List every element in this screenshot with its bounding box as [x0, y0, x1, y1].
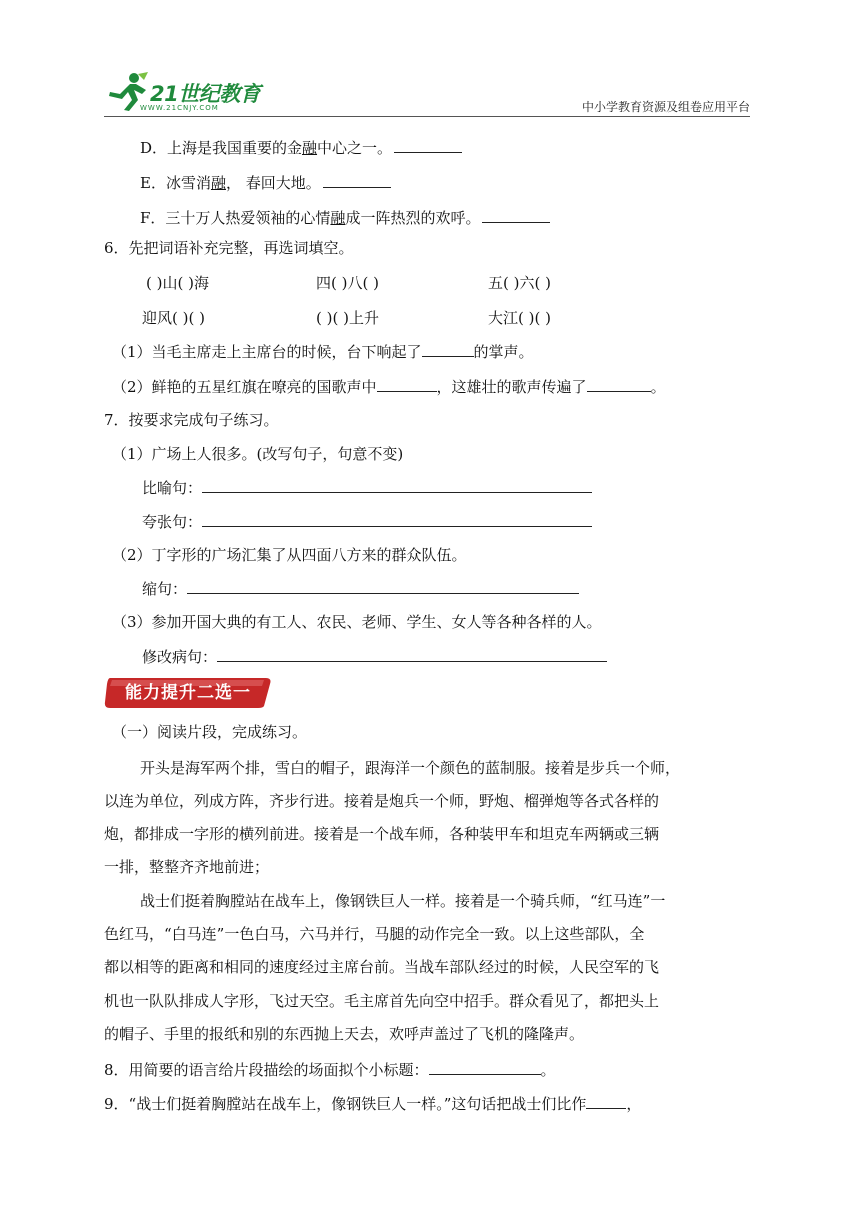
- option-e: E．冰雪消融， 春回大地。: [140, 173, 391, 193]
- header-divider: [104, 116, 750, 117]
- answer-blank[interactable]: [587, 377, 651, 392]
- q7-sentence-2: （2）丁字形的广场汇集了从四面八方来的群众队伍。: [112, 546, 467, 564]
- q6-word-1: ( )山( )海: [146, 274, 209, 292]
- q6-sentence-1: （1）当毛主席走上主席台的时候，台下响起了 的掌声。: [112, 343, 534, 361]
- q6-title: 6．先把词语补充完整，再选词填空。: [104, 239, 354, 257]
- q6-word-3: 五( )六( ): [488, 274, 551, 292]
- q7-sentence-3: （3）参加开国大典的有工人、农民、老师、学生、女人等各种各样的人。: [112, 613, 602, 631]
- q8: 8．用简要的语言给片段描绘的场面拟个小标题： 。: [104, 1061, 556, 1079]
- site-logo: [104, 72, 274, 112]
- reading-subtitle: （一）阅读片段，完成练习。: [112, 723, 308, 741]
- banner-label: 能力提升二选一: [125, 683, 251, 703]
- answer-blank[interactable]: [323, 173, 391, 188]
- q6-word-4: 迎风( )( ): [142, 309, 205, 327]
- logo-text: 21世纪教育: [150, 82, 261, 106]
- option-f: F．三十万人热爱领袖的心情融成一阵热烈的欢呼。: [140, 208, 550, 228]
- q6-word-5: ( )( )上升: [316, 309, 379, 327]
- passage-line: 以连为单位，列成方阵，齐步行进。接着是炮兵一个师，野炮、榴弹炮等各式各样的: [104, 792, 660, 810]
- q7-shorten: 缩句：: [142, 579, 579, 599]
- option-d: D．上海是我国重要的金融中心之一。: [140, 138, 462, 158]
- q7-title: 7．按要求完成句子练习。: [104, 411, 279, 429]
- logo-subtext: WWW.21CNJY.COM: [140, 104, 219, 112]
- answer-blank[interactable]: [394, 138, 462, 153]
- q7-correct: 修改病句：: [142, 647, 607, 667]
- passage-line: 都以相等的距离和相同的速度经过主席台前。当战车部队经过的时候，人民空军的飞: [104, 958, 660, 976]
- passage-line: 色红马，“白马连”一色白马，六马并行，马腿的动作完全一致。以上这些部队，全: [104, 925, 645, 943]
- q7-metaphor: 比喻句：: [142, 478, 592, 498]
- q6-word-2: 四( )八( ): [316, 274, 379, 292]
- passage-line: 机也一队队排成人字形，飞过天空。毛主席首先向空中招手。群众看见了，都把头上: [104, 992, 660, 1010]
- answer-blank[interactable]: [217, 647, 607, 662]
- passage-line: 的帽子、手里的报纸和别的东西抛上天去，欢呼声盖过了飞机的隆隆声。: [104, 1025, 585, 1043]
- section-banner: [104, 676, 272, 710]
- answer-blank[interactable]: [202, 478, 592, 493]
- passage-line: 战士们挺着胸膛站在战车上，像钢铁巨人一样。接着是一个骑兵师，“红马连”一: [140, 892, 666, 910]
- passage-line: 炮，都排成一字形的横列前进。接着是一个战车师，各种装甲车和坦克车两辆或三辆: [104, 825, 660, 843]
- q9: 9．“战士们挺着胸膛站在战车上，像钢铁巨人一样。”这句话把战士们比作 ，: [104, 1095, 642, 1113]
- q7-sentence-1: （1）广场上人很多。(改写句子，句意不变): [112, 445, 404, 463]
- page-header: [104, 70, 750, 118]
- q6-sentence-2: （2）鲜艳的五星红旗在嘹亮的国歌声中 ，这雄壮的歌声传遍了 。: [112, 378, 666, 396]
- q7-exaggeration: 夸张句：: [142, 512, 592, 532]
- passage-line: 一排，整整齐齐地前进；: [104, 858, 270, 876]
- answer-blank[interactable]: [422, 342, 474, 357]
- answer-blank[interactable]: [377, 377, 437, 392]
- answer-blank[interactable]: [202, 512, 592, 527]
- answer-blank[interactable]: [482, 208, 550, 223]
- answer-blank[interactable]: [586, 1094, 626, 1109]
- q6-word-6: 大江( )( ): [488, 309, 551, 327]
- answer-blank[interactable]: [187, 579, 579, 594]
- platform-label: 中小学教育资源及组卷应用平台: [581, 100, 750, 114]
- answer-blank[interactable]: [429, 1060, 541, 1075]
- passage-line: 开头是海军两个排，雪白的帽子，跟海洋一个颜色的蓝制服。接着是步兵一个师，: [140, 759, 681, 777]
